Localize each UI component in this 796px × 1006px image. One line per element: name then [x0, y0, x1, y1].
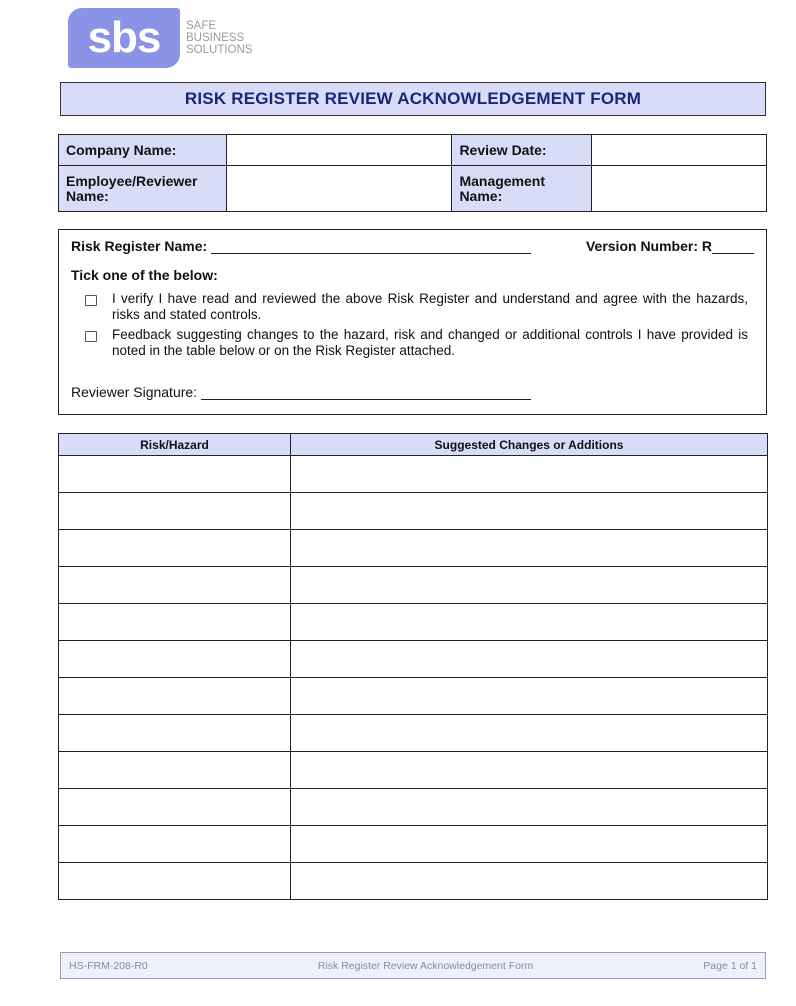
suggested-changes-cell[interactable] — [291, 641, 768, 678]
risk-hazard-cell[interactable] — [59, 752, 291, 789]
option-feedback-checkbox[interactable] — [85, 331, 97, 342]
option-feedback-text: Feedback suggesting changes to the hazard, risk and changed or additional controls I have provided is noted in the table below or on the Risk Register attached. — [112, 327, 748, 358]
suggested-changes-cell[interactable] — [291, 678, 768, 715]
suggested-changes-cell[interactable] — [291, 567, 768, 604]
logo-badge: sbs — [68, 8, 180, 68]
employee-reviewer-field[interactable] — [226, 166, 452, 212]
risk-hazard-cell[interactable] — [59, 863, 291, 900]
company-logo — [68, 7, 252, 69]
employee-reviewer-label — [59, 166, 227, 212]
company-name-label: Company Name: — [59, 135, 227, 166]
risk-hazard-cell[interactable] — [59, 493, 291, 530]
logo-text — [186, 20, 252, 56]
table-row — [59, 678, 768, 715]
suggested-changes-cell[interactable] — [291, 530, 768, 567]
management-name-field[interactable] — [592, 166, 767, 212]
suggested-changes-cell[interactable] — [291, 863, 768, 900]
company-name-field[interactable] — [226, 135, 452, 166]
signature-row — [71, 384, 531, 400]
register-row — [71, 238, 754, 254]
table-row — [59, 604, 768, 641]
risk-hazard-cell[interactable] — [59, 456, 291, 493]
logo-line-2: BUSINESS — [186, 32, 245, 44]
risk-hazard-cell[interactable] — [59, 715, 291, 752]
option-verify-checkbox[interactable] — [85, 295, 97, 306]
suggested-changes-cell[interactable] — [291, 715, 768, 752]
risk-hazard-cell[interactable] — [59, 604, 291, 641]
logo-line-1: SAFE — [186, 20, 217, 32]
info-table — [58, 134, 767, 212]
option-feedback — [85, 327, 748, 359]
version-number — [586, 238, 754, 254]
management-label-line-1: Management — [459, 172, 546, 189]
acknowledgement-section — [58, 229, 767, 415]
register-name-line[interactable] — [211, 239, 531, 254]
risk-hazard-cell[interactable] — [59, 641, 291, 678]
employee-label-line-2: Name: — [66, 187, 109, 204]
signature-label: Reviewer Signature: — [71, 384, 198, 400]
risk-hazard-cell[interactable] — [59, 567, 291, 604]
suggested-changes-header: Suggested Changes or Additions — [291, 434, 768, 456]
management-name-label — [452, 166, 592, 212]
logo-line-3: SOLUTIONS — [186, 44, 253, 56]
table-row — [59, 826, 768, 863]
tick-instruction: Tick one of the below: — [71, 267, 218, 283]
suggested-changes-cell[interactable] — [291, 604, 768, 641]
risk-hazard-cell[interactable] — [59, 826, 291, 863]
footer-form-code: HS-FRM-208-R0 — [69, 959, 148, 972]
option-verify — [85, 291, 748, 323]
management-label-line-2: Name: — [459, 187, 503, 204]
suggested-changes-cell[interactable] — [291, 789, 768, 826]
table-row — [59, 567, 768, 604]
suggested-changes-cell[interactable] — [291, 752, 768, 789]
table-row — [59, 456, 768, 493]
version-number-label: Version Number: R — [585, 238, 712, 254]
risk-hazard-cell[interactable] — [59, 530, 291, 567]
table-row — [59, 715, 768, 752]
table-row — [59, 863, 768, 900]
table-row — [59, 493, 768, 530]
risk-hazard-header: Risk/Hazard — [59, 434, 291, 456]
review-date-field[interactable] — [592, 135, 767, 166]
risk-hazard-cell[interactable] — [59, 678, 291, 715]
signature-line[interactable] — [201, 385, 531, 400]
suggested-changes-cell[interactable] — [291, 826, 768, 863]
page-footer — [60, 952, 766, 979]
table-row — [59, 789, 768, 826]
table-row — [59, 641, 768, 678]
register-name-label: Risk Register Name: — [71, 238, 208, 254]
employee-label-line-1: Employee/Reviewer — [66, 172, 198, 189]
form-title: RISK REGISTER REVIEW ACKNOWLEDGEMENT FORM — [60, 82, 766, 116]
suggested-changes-cell[interactable] — [291, 493, 768, 530]
footer-form-name: Risk Register Review Acknowledgement Form — [317, 959, 534, 972]
table-row — [59, 530, 768, 567]
table-row — [59, 752, 768, 789]
version-number-line[interactable] — [712, 239, 754, 254]
feedback-table — [58, 433, 768, 900]
suggested-changes-cell[interactable] — [291, 456, 768, 493]
footer-page-number: Page 1 of 1 — [703, 959, 757, 972]
risk-hazard-cell[interactable] — [59, 789, 291, 826]
review-date-label: Review Date: — [452, 135, 592, 166]
option-verify-text: I verify I have read and reviewed the above Risk Register and understand and agree with the hazards, risks and stated controls. — [112, 291, 748, 322]
